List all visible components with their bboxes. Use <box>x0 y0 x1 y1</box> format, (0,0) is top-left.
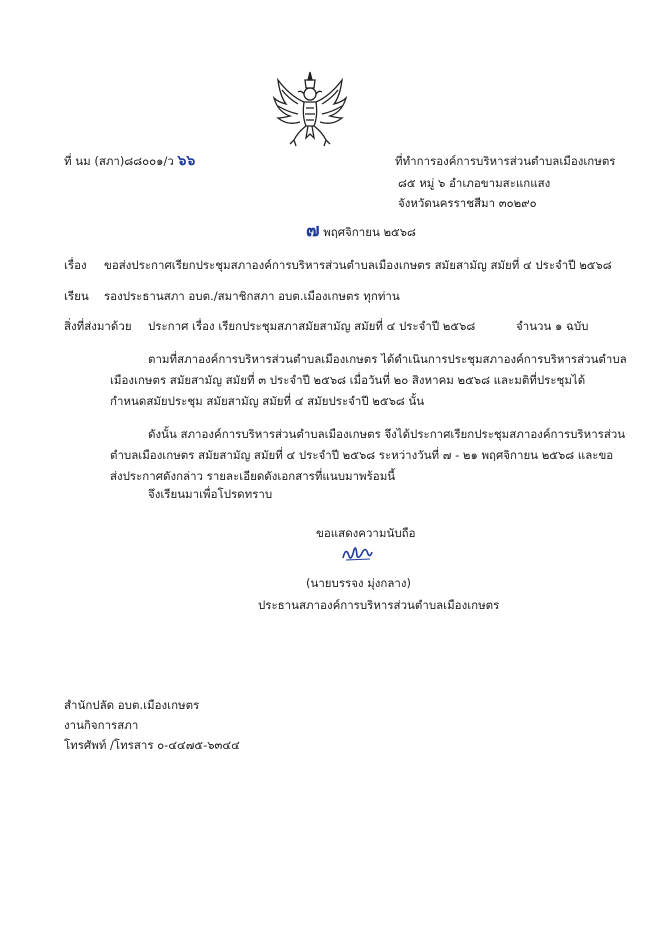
signatory-name: (นายบรรจง มุ่งกลาง) <box>306 576 411 590</box>
reference-number-line <box>64 154 195 168</box>
garuda-emblem-icon <box>268 68 352 152</box>
office-address-line1: ๘๕ หมู่ ๖ อำเภอขามสะแกแสง <box>398 176 551 190</box>
paragraph1-line2: เมืองเกษตร สมัยสามัญ สมัยที่ ๓ ประจำปี ๒๕๖๘ เมื่อวันที่ ๒๐ สิงหาคม ๒๕๖๘ และมติที่ประชุมได้ <box>110 373 586 387</box>
paragraph2-line2: ตำบลเมืองเกษตร สมัยสามัญ สมัยที่ ๔ ประจำปี ๒๕๖๘ ระหว่างวันที่ ๗ - ๒๑ พฤศจิกายน ๒๕๖๘ และขอ <box>110 448 614 462</box>
letter-date <box>306 220 416 241</box>
reference-number: ที่ นม (สภา)๘๘๐๐๑/ว <box>64 154 174 168</box>
signature-icon <box>340 542 374 564</box>
date-day-handwritten: ๗ <box>306 220 320 241</box>
footer-phone: โทรศัพท์ /โทรสาร ๐-๔๔๗๕-๖๓๔๔ <box>64 738 240 752</box>
recipient-label: เรียน <box>64 289 89 303</box>
closing-request: จึงเรียนมาเพื่อโปรดทราบ <box>148 487 273 501</box>
paragraph2-line3: ส่งประกาศดังกล่าว รายละเอียดดังเอกสารที่แนบมาพร้อมนี้ <box>110 469 396 483</box>
date-month-year: พฤศจิกายน ๒๕๖๘ <box>323 225 416 239</box>
paragraph1-line3: กำหนดสมัยประชุม สมัยสามัญ สมัยที่ ๔ สมัยประจำปี ๒๕๖๘ นั้น <box>110 394 425 408</box>
enclosure-quantity: จำนวน ๑ ฉบับ <box>516 319 589 333</box>
valediction: ขอแสดงความนับถือ <box>316 526 416 540</box>
office-name: ที่ทำการองค์การบริหารส่วนตำบลเมืองเกษตร <box>395 154 616 168</box>
enclosure-label: สิ่งที่ส่งมาด้วย <box>64 319 132 333</box>
footer-section: งานกิจการสภา <box>64 718 139 732</box>
reference-number-handwritten: ๖๖ <box>177 153 196 169</box>
subject-text: ขอส่งประกาศเรียกประชุมสภาองค์การบริหารส่วนตำบลเมืองเกษตร สมัยสามัญ สมัยที่ ๔ ประจำปี ๒๕๖๘ <box>104 258 612 272</box>
paragraph1-line1: ตามที่สภาองค์การบริหารส่วนตำบลเมืองเกษตร ได้ดำเนินการประชุมสภาองค์การบริหารส่วนตำบล <box>148 352 627 366</box>
footer-office: สำนักปลัด อบต.เมืองเกษตร <box>64 698 200 712</box>
paragraph2-line1: ดังนั้น สภาองค์การบริหารส่วนตำบลเมืองเกษตร จึงได้ประกาศเรียกประชุมสภาองค์การบริหารส่วน <box>148 427 626 441</box>
office-address-line2: จังหวัดนครราชสีมา ๓๐๒๙๐ <box>398 196 537 210</box>
enclosure-text: ประกาศ เรื่อง เรียกประชุมสภาสมัยสามัญ สมัยที่ ๔ ประจำปี ๒๕๖๘ <box>148 319 476 333</box>
recipient-text: รองประธานสภา อบต./สมาชิกสภา อบต.เมืองเกษตร ทุกท่าน <box>104 289 400 303</box>
subject-label: เรื่อง <box>64 258 87 272</box>
signatory-position: ประธานสภาองค์การบริหารส่วนตำบลเมืองเกษตร <box>258 598 500 612</box>
